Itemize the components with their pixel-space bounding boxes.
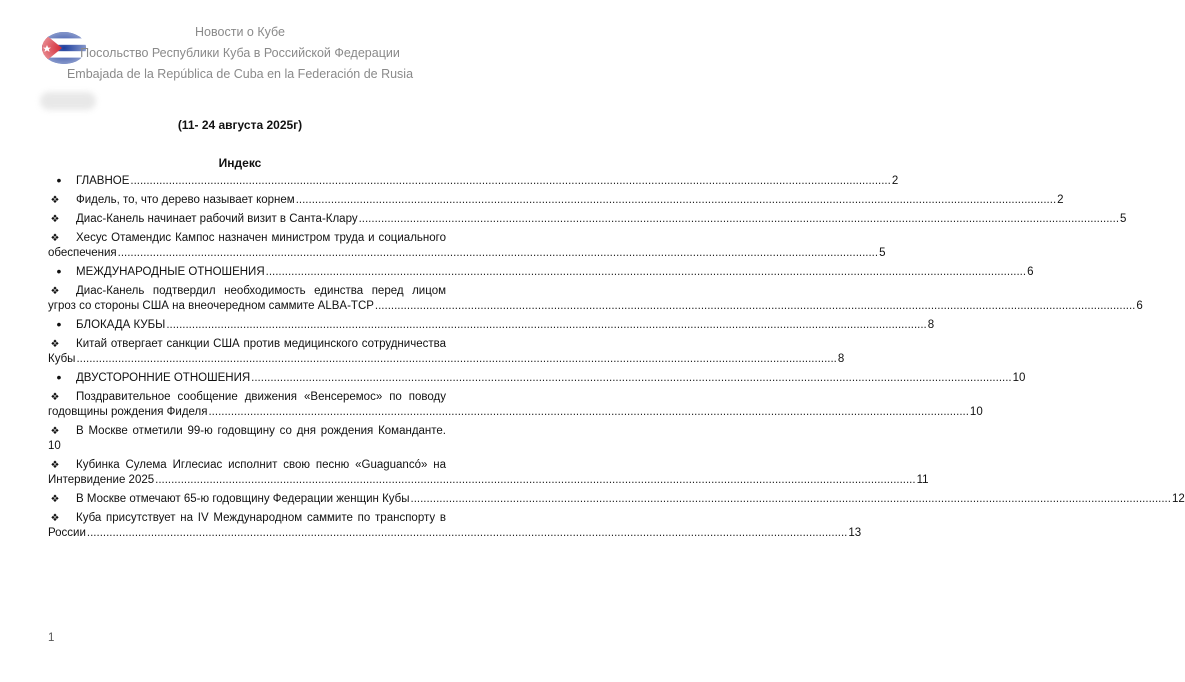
toc-entry-text: В Москве отмечают 65-ю годовщину Федерации женщин Кубы bbox=[76, 493, 410, 505]
diamond-bullet-icon: ❖ bbox=[50, 195, 60, 206]
toc-entry-text: МЕЖДУНАРОДНЫЕ ОТНОШЕНИЯ bbox=[76, 266, 265, 278]
toc-entry-text: Диас-Канель начинает рабочий визит в Санта-Клару bbox=[76, 213, 358, 225]
toc-entry-text-line2: России bbox=[48, 527, 86, 539]
page-number: 1 bbox=[48, 632, 55, 644]
dot-leader: .............................................................................................................................................................................................................................................. bbox=[86, 527, 848, 539]
dot-leader: .............................................................................................................................................................................................................................................. bbox=[76, 353, 837, 365]
dot-leader: .............................................................................................................................................................................................................................................. bbox=[265, 266, 1027, 278]
toc-page-number: 2 bbox=[1057, 194, 1064, 206]
toc-entry-china-sanctions[interactable] bbox=[48, 337, 845, 367]
toc-page-number: 11 bbox=[916, 474, 929, 486]
header-embassy-ru: Посольство Республики Куба в Российской Федерации bbox=[80, 46, 400, 60]
toc-entry-line2 bbox=[48, 526, 862, 541]
dot-bullet-icon: • bbox=[56, 369, 62, 385]
dot-leader: .............................................................................................................................................................................................................................................. bbox=[358, 213, 1120, 225]
toc-page-number: 6 bbox=[1136, 300, 1143, 312]
diamond-bullet-icon: ❖ bbox=[50, 494, 60, 505]
toc-entry-text-line1: Кубинка Сулема Иглесиас исполнит свою песню «Guaguancó» на bbox=[76, 459, 446, 471]
toc-entry-line2 bbox=[48, 246, 886, 261]
toc-entry-text-line2: Кубы bbox=[48, 353, 76, 365]
diamond-bullet-icon: ❖ bbox=[50, 214, 60, 225]
toc-entry-transport-summit[interactable] bbox=[48, 511, 862, 541]
diamond-bullet-icon: ❖ bbox=[50, 426, 60, 437]
toc-page-number: 5 bbox=[1120, 213, 1127, 225]
diamond-bullet-icon: ❖ bbox=[50, 339, 60, 350]
toc-page-number: 10 bbox=[969, 406, 983, 418]
toc-entry-otamendis[interactable] bbox=[48, 231, 886, 261]
toc-entry-text-line2: обеспечения bbox=[48, 247, 117, 259]
index-title: Индекс bbox=[218, 156, 262, 170]
diamond-bullet-icon: ❖ bbox=[50, 392, 60, 403]
toc-page-number: 12 bbox=[1171, 493, 1185, 505]
toc-entry-bilateral[interactable] bbox=[48, 369, 1026, 386]
toc-entry-text-line1: Диас-Канель подтвердил необходимость единства перед лицом bbox=[76, 285, 446, 297]
toc-entry-text-line2: угроз со стороны США на внеочередном саммите ALBA-TCP bbox=[48, 300, 374, 312]
toc-entry-alba-summit[interactable] bbox=[48, 284, 1143, 314]
toc-entry-text-line1: Куба присутствует на IV Международном саммите по транспорту в bbox=[76, 512, 446, 524]
header-title: Новости о Кубе bbox=[195, 25, 285, 39]
dot-bullet-icon: • bbox=[56, 263, 62, 279]
toc-entry-text: ДВУСТОРОННИЕ ОТНОШЕНИЯ bbox=[76, 372, 251, 384]
diamond-bullet-icon: ❖ bbox=[50, 286, 60, 297]
toc-entry-women-federation[interactable] bbox=[48, 492, 1185, 507]
toc-entry-santa-clara[interactable] bbox=[48, 212, 1127, 227]
toc-page-number: 8 bbox=[837, 353, 845, 365]
dot-bullet-icon: • bbox=[56, 316, 62, 332]
dot-bullet-icon: • bbox=[56, 172, 62, 188]
toc-entry-line2 bbox=[48, 299, 1143, 314]
diamond-bullet-icon: ❖ bbox=[50, 233, 60, 244]
dot-leader: .............................................................................................................................................................................................................................................. bbox=[251, 372, 1012, 384]
toc-entry-line2 bbox=[48, 352, 845, 367]
toc-entry-text-line1: Поздравительное сообщение движения «Венсеремос» по поводу bbox=[76, 391, 446, 403]
toc-entry-venceremos[interactable] bbox=[48, 390, 983, 420]
toc-entry-text-line2: годовщины рождения Фиделя bbox=[48, 406, 208, 418]
dot-leader: .............................................................................................................................................................................................................................................. bbox=[166, 319, 927, 331]
toc-page-number: 2 bbox=[891, 175, 899, 187]
toc-page-number: 8 bbox=[927, 319, 935, 331]
toc-entry-text: Фидель, то, что дерево называет корнем bbox=[76, 194, 295, 206]
toc-entry-fidel-root[interactable] bbox=[48, 193, 1064, 208]
toc-page-number: 10 bbox=[1012, 372, 1026, 384]
date-range: (11- 24 августа 2025г) bbox=[177, 118, 303, 132]
header-embassy-es: Embajada de la República de Cuba en la Federación de Rusia bbox=[66, 67, 414, 81]
diamond-bullet-icon: ❖ bbox=[50, 513, 60, 524]
dot-leader: .............................................................................................................................................................................................................................................. bbox=[374, 300, 1136, 312]
diamond-bullet-icon: ❖ bbox=[50, 460, 60, 471]
toc-entry-intervision[interactable] bbox=[48, 458, 929, 488]
toc-entry-glavnoe[interactable] bbox=[48, 172, 899, 189]
toc-page-number: 13 bbox=[848, 527, 862, 539]
dot-leader: .............................................................................................................................................................................................................................................. bbox=[295, 194, 1057, 206]
dot-leader: .............................................................................................................................................................................................................................................. bbox=[208, 406, 969, 418]
toc-entry-text-line1: Китай отвергает санкции США против медицинского сотрудничества bbox=[76, 338, 446, 350]
toc-page-number: 6 bbox=[1027, 266, 1034, 278]
dot-leader: .............................................................................................................................................................................................................................................. bbox=[155, 474, 916, 486]
toc-entry-text-line1: Хесус Отамендис Кампос назначен министром труда и социального bbox=[76, 232, 446, 244]
toc-entry-line2 bbox=[48, 405, 983, 420]
table-of-contents bbox=[48, 172, 1185, 545]
dot-leader: .............................................................................................................................................................................................................................................. bbox=[410, 493, 1171, 505]
blurred-mark bbox=[40, 92, 96, 110]
toc-entry-line2 bbox=[48, 473, 929, 488]
toc-page-number: 10 bbox=[48, 440, 61, 452]
dot-leader: .............................................................................................................................................................................................................................................. bbox=[117, 247, 879, 259]
toc-entry-text-line1: В Москве отметили 99-ю годовщину со дня рождения Команданте. bbox=[76, 425, 446, 437]
toc-entry-international[interactable] bbox=[48, 263, 1034, 280]
toc-entry-text-line2: Интервидение 2025 bbox=[48, 474, 155, 486]
toc-entry-comandante-99[interactable] bbox=[48, 424, 446, 454]
toc-entry-text: БЛОКАДА КУБЫ bbox=[76, 319, 166, 331]
toc-page-number: 5 bbox=[879, 247, 886, 259]
toc-entry-blockade[interactable] bbox=[48, 316, 935, 333]
toc-entry-text: ГЛАВНОЕ bbox=[76, 175, 130, 187]
dot-leader: .............................................................................................................................................................................................................................................. bbox=[130, 175, 891, 187]
